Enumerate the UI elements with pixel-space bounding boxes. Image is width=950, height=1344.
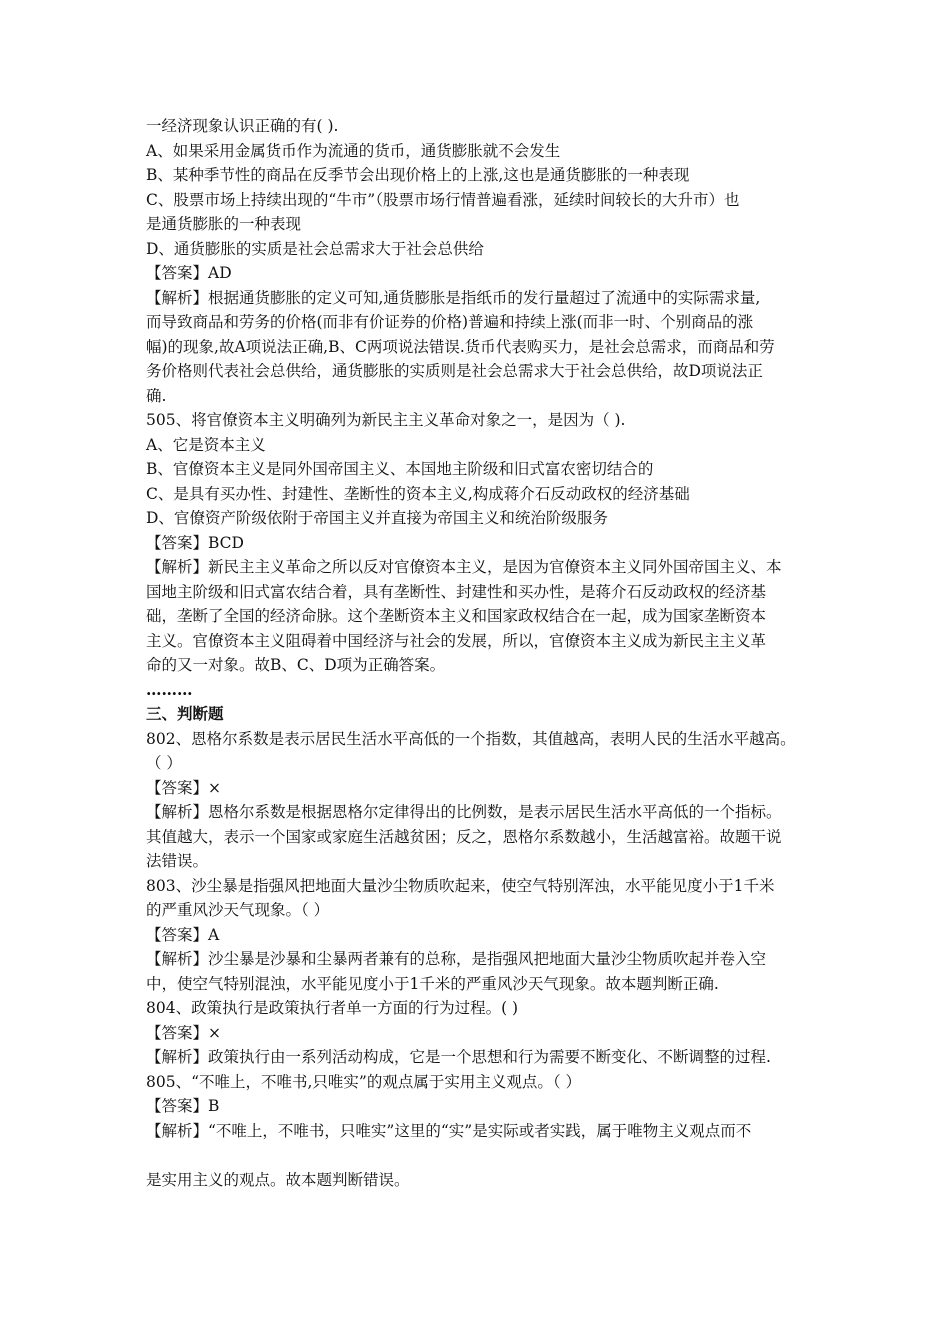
text-line: ……… (146, 679, 193, 699)
text-line: 务价格则代表社会总供给，通货膨胀的实质则是社会总需求大于社会总供给，故D项说法正 (146, 362, 763, 380)
text-line: 法错误。 (146, 852, 209, 870)
text-line: C、股票市场上持续出现的“牛市”（股票市场行情普遍看涨，延续时间较长的大升市）也 (146, 190, 740, 209)
text-line: 【解析】新民主主义革命之所以反对官僚资本主义，是因为官僚资本主义同外国帝国主义、本 (146, 558, 782, 576)
text-line: B、官僚资本主义是同外国帝国主义、本国地主阶级和旧式富农密切结合的 (146, 460, 654, 478)
text-line: 【答案】× (146, 778, 221, 797)
blank-line (146, 1143, 826, 1168)
text-line: 三、判断题 (146, 704, 224, 723)
text-line: 幅)的现象,故A项说法正确,B、C两项说法错误.货币代表购买力，是社会总需求，而商品和劳 (146, 337, 775, 356)
text-line: 505、将官僚资本主义明确列为新民主主义革命对象之一，是因为（ ). (146, 411, 626, 429)
text-line: （ ） (146, 754, 182, 772)
text-line: 803、沙尘暴是指强风把地面大量沙尘物质吹起来，使空气特别浑浊，水平能见度小于1千米 (146, 876, 775, 895)
text-line: 的严重风沙天气现象。（ ） (146, 901, 330, 919)
text-line: 一经济现象认识正确的有( ). (146, 117, 339, 135)
text-line: B、某种季节性的商品在反季节会出现价格上的上涨,这也是通货膨胀的一种表现 (146, 166, 690, 184)
text-line: 【解析】“不唯上，不唯书，只唯实”这里的“实”是实际或者实践，属于唯物主义观点而不 (146, 1121, 752, 1140)
text-line: 是实用主义的观点。故本题判断错误。 (146, 1170, 410, 1189)
text-line: 804、政策执行是政策执行者单一方面的行为过程。( ) (146, 999, 519, 1017)
text-line: 【解析】政策执行由一系列活动构成，它是一个思想和行为需要不断变化、不断调整的过程. (146, 1048, 771, 1066)
text-line: 805、“不唯上，不唯书,只唯实”的观点属于实用主义观点。（ ） (146, 1072, 582, 1091)
text-line: 中，使空气特别混浊，水平能见度小于1千米的严重风沙天气现象。故本题判断正确. (146, 974, 719, 993)
text-line: 【解析】沙尘暴是沙暴和尘暴两者兼有的总称，是指强风把地面大量沙尘物质吹起并卷入空 (146, 950, 767, 968)
text-line: 【答案】B (146, 1097, 220, 1115)
text-line: 【解析】恩格尔系数是根据恩格尔定律得出的比例数，是表示居民生活水平高低的一个指标。 (146, 803, 782, 821)
text-line: 802、恩格尔系数是表示居民生活水平高低的一个指数，其值越高，表明人民的生活水平越高。 (146, 729, 796, 748)
text-line: C、是具有买办性、封建性、垄断性的资本主义,构成蒋介石反动政权的经济基础 (146, 484, 690, 503)
text-line: 命的又一对象。故B、C、D项为正确答案。 (146, 656, 446, 674)
text-line: 其值越大，表示一个国家或家庭生活越贫困；反之，恩格尔系数越小，生活越富裕。故题干说 (146, 827, 782, 846)
text-line: D、通货膨胀的实质是社会总需求大于社会总供给 (146, 239, 484, 258)
document-page (146, 114, 826, 1192)
text-line: A、如果采用金属货币作为流通的货币，通货膨胀就不会发生 (146, 141, 561, 160)
text-line: 而导致商品和劳务的价格(而非有价证券的价格)普遍和持续上涨(而非一时、个别商品的涨 (146, 313, 754, 331)
text-line: A、它是资本主义 (146, 435, 266, 454)
text-line: 【答案】× (146, 1023, 221, 1042)
text-line: D、官僚资产阶级依附于帝国主义并直接为帝国主义和统治阶级服务 (146, 509, 608, 527)
text-line: 国地主阶级和旧式富农结合着，具有垄断性、封建性和买办性，是蒋介石反动政权的经济基 (146, 582, 767, 601)
text-line: 【答案】A (146, 925, 220, 944)
text-line: 主义。官僚资本主义阻碍着中国经济与社会的发展，所以，官僚资本主义成为新民主主义革 (146, 631, 767, 650)
text-line: 【解析】根据通货膨胀的定义可知,通货膨胀是指纸币的发行量超过了流通中的实际需求量, (146, 288, 761, 307)
text-line: 确. (146, 386, 167, 405)
text-line: 是通货膨胀的一种表现 (146, 215, 302, 233)
text-line: 【答案】BCD (146, 533, 244, 552)
text-line: 础，垄断了全国的经济命脉。这个垄断资本主义和国家政权结合在一起，成为国家垄断资本 (146, 607, 767, 625)
text-line: 【答案】AD (146, 264, 232, 282)
